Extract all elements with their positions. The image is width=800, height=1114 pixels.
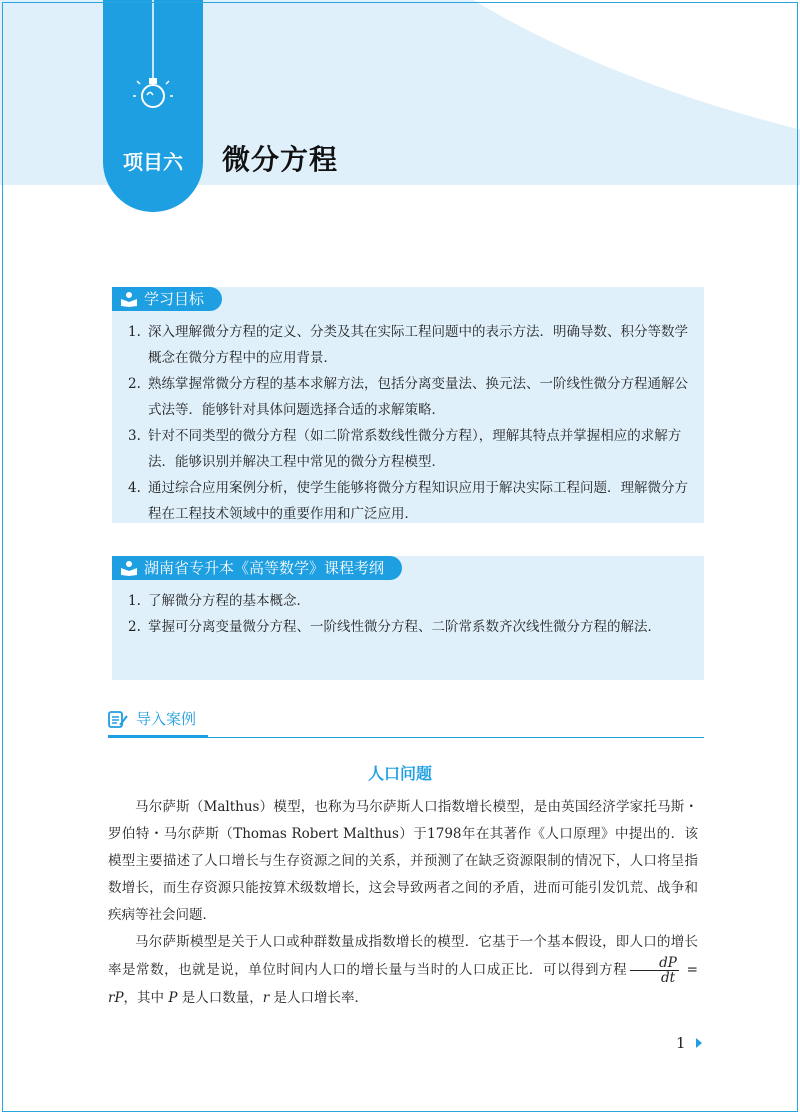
variable-r: r (262, 990, 270, 1006)
equation-rhs: = rP (108, 962, 698, 1006)
variable-p: P (168, 990, 178, 1006)
item-text: 深入理解微分方程的定义、分类及其在实际工程问题中的表示方法．明确导数、积分等数学概念在微分方程中的应用背景． (148, 324, 688, 366)
chapter-title: 微分方程 (222, 143, 339, 176)
item-number: 1. (128, 324, 141, 340)
paragraph-1: 马尔萨斯（Malthus）模型，也称为马尔萨斯人口指数增长模型，是由英国经济学家托马斯・罗伯特・马尔萨斯（Thomas Robert Malthus）于1798年在其著作《人口原理》中提出的．该模型主要描述了人口增长与生存资源之间的关系，并预测了在缺乏资源限制的情况下，人口将呈指数增长，而生存资源只能按算术级数增长，这会导致两者之间的矛盾，进而可能引发饥荒、战争和疾病等社会问题． (108, 799, 698, 923)
item-text: 针对不同类型的微分方程（如二阶常系数线性微分方程），理解其特点并掌握相应的求解方法．能够识别并解决工程中常见的微分方程模型． (148, 428, 682, 470)
fraction-denominator: dt (660, 970, 676, 986)
page-border (2, 2, 798, 1112)
item-number: 4. (128, 480, 141, 496)
item-number: 3. (128, 428, 141, 444)
paragraph-2-text: ，其中 (123, 990, 169, 1006)
intro-heading-label: 导入案例 (136, 710, 197, 728)
case-title: 人口问题 (367, 764, 432, 783)
page-number: 1 (676, 1034, 686, 1052)
item-text: 熟练掌握常微分方程的基本求解方法，包括分离变量法、换元法、一阶线性微分方程通解公式法等．能够针对具体问题选择合适的求解策略． (148, 376, 688, 418)
paragraph-2-text: 马尔萨斯模型是关于人口或种群数量成指数增长的模型．它基于一个基本假设，即人口的增长率是常数，也就是说，单位时间内人口的增长量与当时的人口成正比．可以得到方程 (108, 934, 698, 978)
item-number: 2. (128, 376, 141, 392)
item-text: 通过综合应用案例分析，使学生能够将微分方程知识应用于解决实际工程问题．理解微分方程在工程技术领域中的重要作用和广泛应用． (148, 480, 688, 522)
learning-goals-title: 学习目标 (144, 290, 205, 308)
project-label: 项目六 (123, 150, 183, 174)
item-text: 掌握可分离变量微分方程、一阶线性微分方程、二阶常系数齐次线性微分方程的解法． (148, 619, 661, 635)
syllabus-title: 湖南省专升本《高等数学》课程考纲 (144, 559, 385, 577)
fraction-numerator: dP (630, 956, 679, 971)
paragraph-2-text: 是人口增长率． (269, 990, 368, 1006)
paragraph-2-text: 是人口数量， (177, 990, 263, 1006)
item-number: 2. (128, 619, 141, 635)
item-number: 1. (128, 593, 141, 609)
item-text: 了解微分方程的基本概念． (148, 593, 310, 609)
